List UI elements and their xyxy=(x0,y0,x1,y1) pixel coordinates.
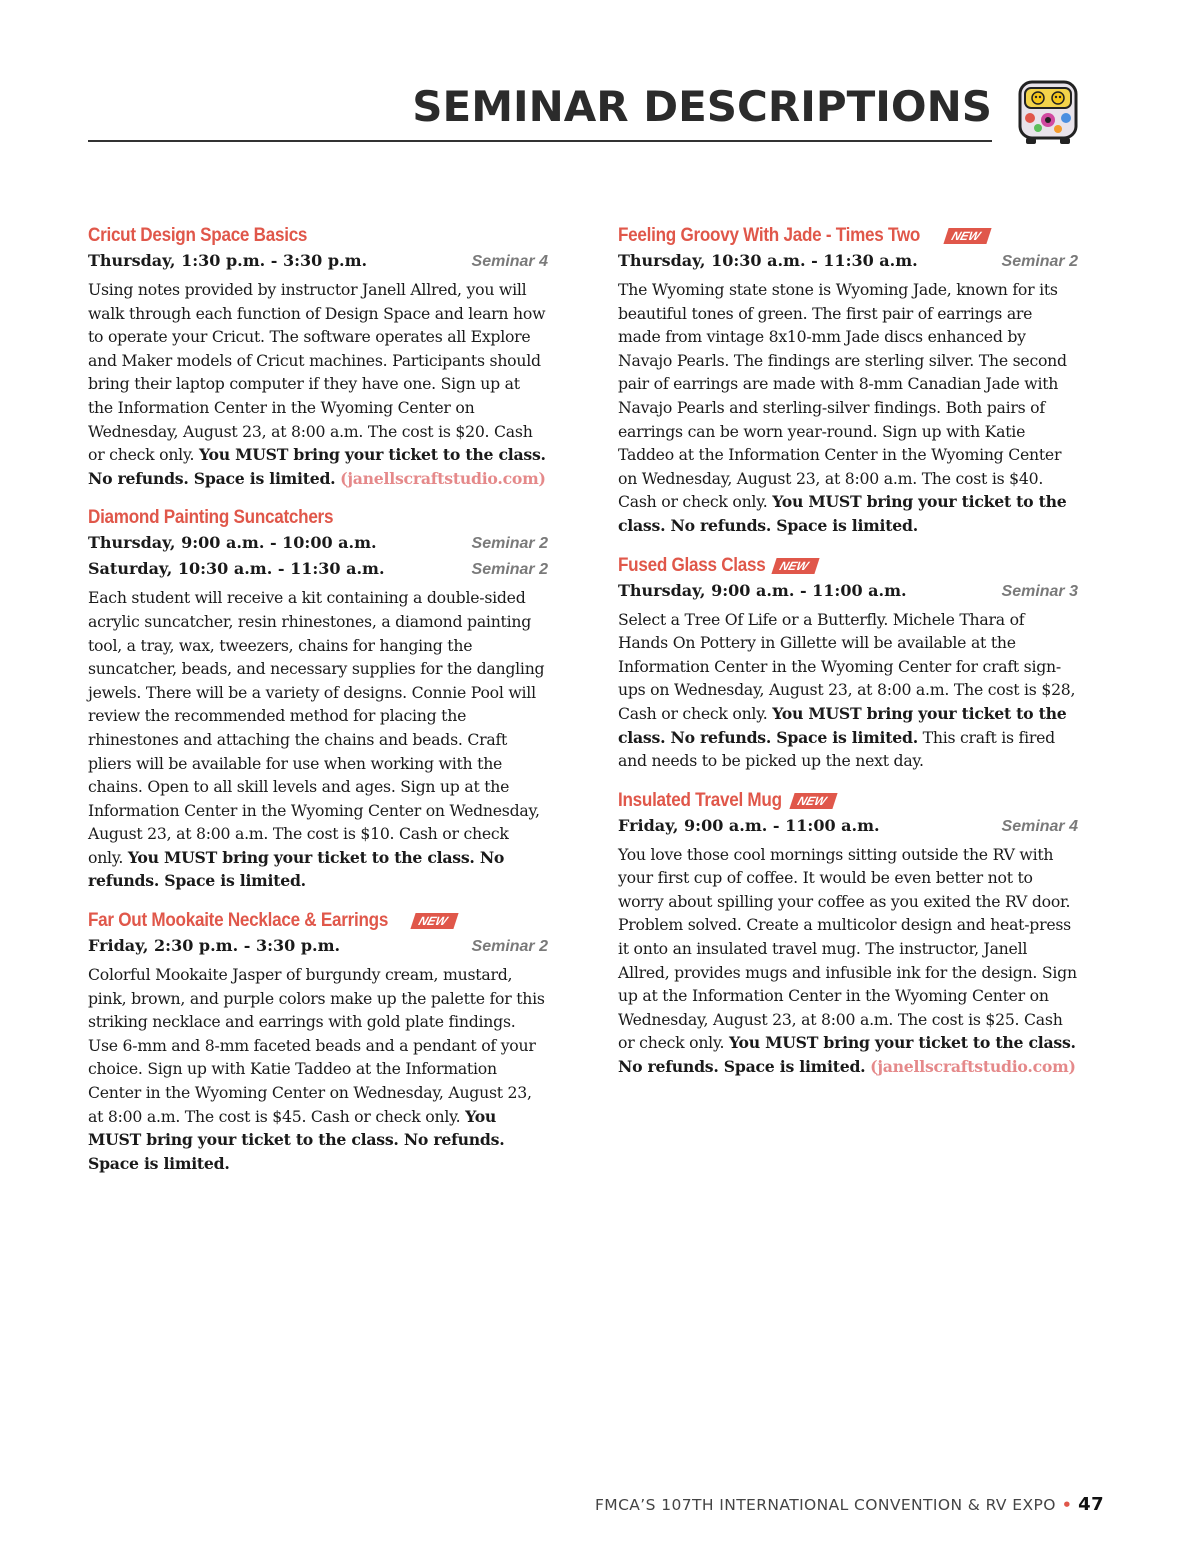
website-link: (janellscraftstudio.com) xyxy=(870,1057,1076,1077)
schedule-time: Friday, 2:30 p.m. - 3:30 p.m. xyxy=(88,936,341,956)
seminar-title-row xyxy=(88,224,548,248)
seminar-entry xyxy=(618,554,1078,773)
seminar-title-row xyxy=(88,909,548,933)
ticket-notice: You MUST bring your ticket to the class. No refunds. Space is limited. xyxy=(88,1106,505,1173)
description-text: Colorful Mookaite Jasper of burgundy cream, mustard, pink, brown, and purple colors make up the palette for this striking necklace and earrings with gold plate findings. Use 6-mm and 8-mm faceted beads and a pendant of your choice. Sign up with Katie Taddeo at the Information Center in the Wyoming Center on Wednesday, August 23, at 8:00 a.m. The cost is $45. Cash or check only. xyxy=(88,965,545,1126)
header-divider xyxy=(88,140,992,142)
seminar-room: Seminar 4 xyxy=(471,253,548,270)
seminar-description xyxy=(88,586,548,893)
new-badge: NEW xyxy=(411,913,459,929)
description-text: Select a Tree Of Life or a Butterfly. Michele Thara of Hands On Pottery in Gillette will be available at the Information Center in the Wyoming Center for craft sign-ups on Wednesday, August 23, at 8:00 a.m. The cost is $28, Cash or check only. xyxy=(618,609,1076,723)
schedule-row xyxy=(88,248,548,274)
schedule-time: Friday, 9:00 a.m. - 11:00 a.m. xyxy=(618,815,880,835)
schedule-row xyxy=(618,248,1078,274)
seminar-entry xyxy=(618,789,1078,1079)
description-text: Each student will receive a kit containing a double-sided acrylic suncatcher, resin rhinestones, a diamond painting tool, a tray, wax, tweezers, chains for hanging the suncatcher, beads, and necessary supplies for the dangling jewels. There will be a variety of designs. Connie Pool will review the recommended method for placing the rhinestones and attaching the chains and beads. Craft pliers will be available for use when working with the chains. Open to all skill levels and ages. Sign up at the Information Center in the Wyoming Center on Wednesday, August 23, at 8:00 a.m. The cost is $10. Cash or check only. xyxy=(88,588,545,867)
ticket-notice: You MUST bring your ticket to the class. No refunds. Space is limited. xyxy=(88,847,505,891)
seminar-title: Insulated Travel Mug xyxy=(618,789,782,811)
schedule-row xyxy=(88,556,548,582)
schedule-time: Thursday, 9:00 a.m. - 11:00 a.m. xyxy=(618,580,907,600)
page-header xyxy=(88,78,1080,144)
seminar-title: Cricut Design Space Basics xyxy=(88,225,308,246)
ticket-notice: You MUST bring your ticket to the class. No refunds. Space is limited. xyxy=(618,1033,1076,1077)
seminar-title-row xyxy=(618,554,1078,578)
right-column xyxy=(618,224,1078,1095)
schedule-time: Saturday, 10:30 a.m. - 11:30 a.m. xyxy=(88,559,385,579)
footer-separator: • xyxy=(1061,1496,1073,1514)
footer-text: FMCA’S 107TH INTERNATIONAL CONVENTION & RV EXPO xyxy=(594,1496,1056,1514)
schedule-row xyxy=(88,933,548,959)
new-badge: NEW xyxy=(943,228,991,244)
page-number: 47 xyxy=(1078,1494,1104,1515)
new-badge: NEW xyxy=(771,558,819,574)
seminar-description xyxy=(618,278,1078,538)
seminar-title: Fused Glass Class xyxy=(618,554,766,576)
new-badge: NEW xyxy=(789,793,837,809)
seminar-entry xyxy=(88,909,548,1175)
seminar-description xyxy=(88,963,548,1175)
seminar-description xyxy=(618,843,1078,1079)
seminar-entry xyxy=(88,506,548,893)
description-text: The Wyoming state stone is Wyoming Jade, known for its beautiful tones of green. The first pair of earrings are made from vintage 8x10-mm Jade discs enhanced by Navajo Pearls. The findings are sterling silver. The second pair of earrings are made with 8-mm Canadian Jade with Navajo Pearls and sterling-silver findings. Both pairs of earrings can be worn year-round. Sign up with Katie Taddeo at the Information Center in the Wyoming Center on Wednesday, August 23, at 8:00 a.m. The cost is $40. Cash or check only. xyxy=(618,280,1067,512)
seminar-room: Seminar 2 xyxy=(471,938,548,956)
schedule-time: Thursday, 10:30 a.m. - 11:30 a.m. xyxy=(618,251,918,270)
seminar-title: Diamond Painting Suncatchers xyxy=(88,507,334,529)
bus-logo-icon xyxy=(1016,78,1080,146)
seminar-room: Seminar 2 xyxy=(471,535,548,553)
seminar-room: Seminar 4 xyxy=(1001,817,1078,835)
description-extra: This craft is fired and needs to be picked up the next day. xyxy=(618,727,1055,771)
page-title: SEMINAR DESCRIPTIONS xyxy=(412,82,992,131)
schedule-time: Thursday, 1:30 p.m. - 3:30 p.m. xyxy=(88,251,368,270)
seminar-room: Seminar 2 xyxy=(1001,253,1078,270)
ticket-notice: You MUST bring your ticket to the class. No refunds. Space is limited. xyxy=(618,703,1067,747)
ticket-notice: You MUST bring your ticket to the class. No refunds. Space is limited. xyxy=(618,492,1067,535)
description-text: Using notes provided by instructor Janell Allred, you will walk through each function of Design Space and learn how to operate your Cricut. The software operates all Explore and Maker models of Cricut machines. Participants should bring their laptop computer if they have one. Sign up at the Information Center in the Wyoming Center on Wednesday, August 23, at 8:00 a.m. The cost is $20. Cash or check only. xyxy=(88,280,546,465)
left-column xyxy=(88,224,548,1191)
schedule-row xyxy=(88,530,548,556)
schedule-time: Thursday, 9:00 a.m. - 10:00 a.m. xyxy=(88,533,377,553)
seminar-description xyxy=(618,608,1078,773)
description-text: You love those cool mornings sitting outside the RV with your first cup of coffee. It would be even better not to worry about spilling your coffee as you exited the RV door. Problem solved. Create a multicolor design and heat-press it onto an insulated travel mug. The instructor, Janell Allred, provides mugs and infusible ink for the design. Sign up at the Information Center in the Wyoming Center on Wednesday, August 23, at 8:00 a.m. The cost is $25. Cash or check only. xyxy=(618,844,1077,1053)
seminar-entry xyxy=(88,224,548,490)
seminar-title-row xyxy=(618,789,1078,813)
seminar-entry xyxy=(618,224,1078,538)
seminar-title-row xyxy=(88,506,548,530)
schedule-row xyxy=(618,578,1078,604)
seminar-room: Seminar 2 xyxy=(471,561,548,579)
seminar-title-row xyxy=(618,224,1078,248)
seminar-room: Seminar 3 xyxy=(1001,582,1078,600)
website-link: (janellscraftstudio.com) xyxy=(340,468,546,488)
seminar-description xyxy=(88,278,548,490)
seminar-title: Feeling Groovy With Jade - Times Two xyxy=(618,225,921,246)
seminar-title: Far Out Mookaite Necklace & Earrings xyxy=(88,910,389,932)
schedule-row xyxy=(618,813,1078,839)
ticket-notice: You MUST bring your ticket to the class. No refunds. Space is limited. xyxy=(88,445,546,488)
page-footer xyxy=(595,1494,1104,1515)
